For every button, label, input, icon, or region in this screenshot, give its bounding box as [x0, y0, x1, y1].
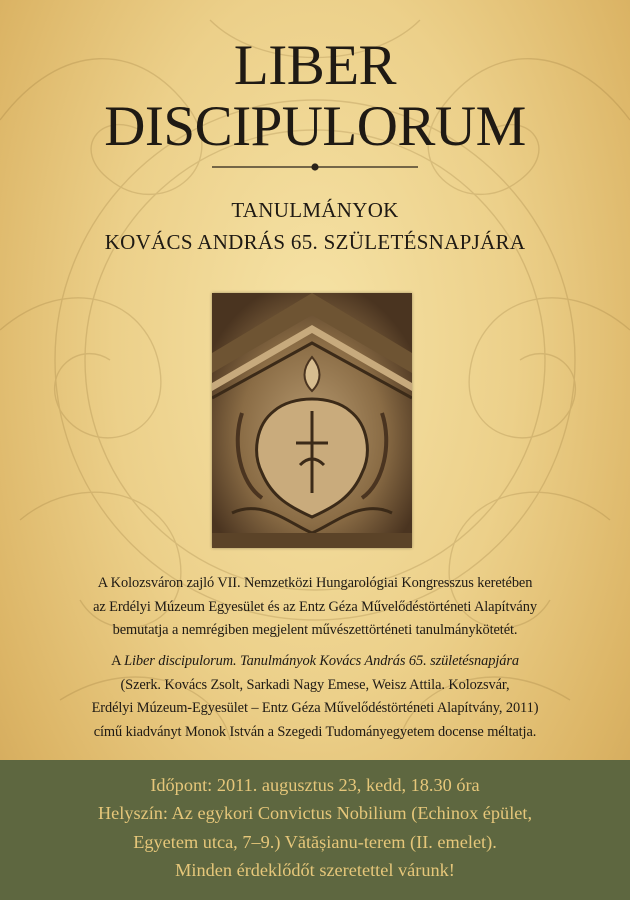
title-line-2: DISCIPULORUM: [104, 95, 526, 158]
title-divider: [212, 161, 418, 173]
intro-paragraph: [20, 572, 610, 643]
subtitle-line-1: TANULMÁNYOK: [231, 198, 399, 222]
book-paragraph: [20, 650, 610, 744]
book-title-line: [20, 650, 610, 674]
intro-line: az Erdélyi Múzeum Egyesület és az Entz Géza Művelődéstörténeti Alapítvány: [93, 598, 537, 615]
title-line-1: LIBER: [233, 34, 397, 97]
book-line: Erdélyi Múzeum-Egyesület – Entz Géza Művelődéstörténeti Alapítvány, 2011): [91, 700, 539, 716]
event-invitation: Minden érdeklődőt szeretettel várunk!: [175, 860, 455, 880]
book-title-italic: Liber discipulorum. Tanulmányok Kovács András 65. születésnapjára: [124, 653, 519, 669]
intro-line: bemutatja a nemrégiben megjelent művészettörténeti tanulmánykötetét.: [112, 622, 518, 638]
event-time: Időpont: 2011. augusztus 23, kedd, 18.30 óra: [150, 775, 480, 795]
subtitle-line-2: KOVÁCS ANDRÁS 65. SZÜLETÉSNAPJÁRA: [104, 230, 526, 254]
book-line: (Szerk. Kovács Zsolt, Sarkadi Nagy Emese, Weisz Attila. Kolozsvár,: [120, 676, 510, 693]
book-title-prefix: A: [111, 653, 125, 669]
intro-line: A Kolozsváron zajló VII. Nemzetközi Hungarológiai Kongresszus keretében: [97, 575, 533, 591]
book-line: című kiadványt Monok István a Szegedi Tudományegyetem docense méltatja.: [93, 723, 537, 740]
event-venue-line-2: Egyetem utca, 7–9.) Vătășianu-terem (II. emelet).: [133, 832, 497, 852]
event-venue-line-1: Helyszín: Az egykori Convictus Nobilium (Echinox épület,: [97, 803, 533, 823]
carved-relief-photo: [212, 293, 412, 548]
